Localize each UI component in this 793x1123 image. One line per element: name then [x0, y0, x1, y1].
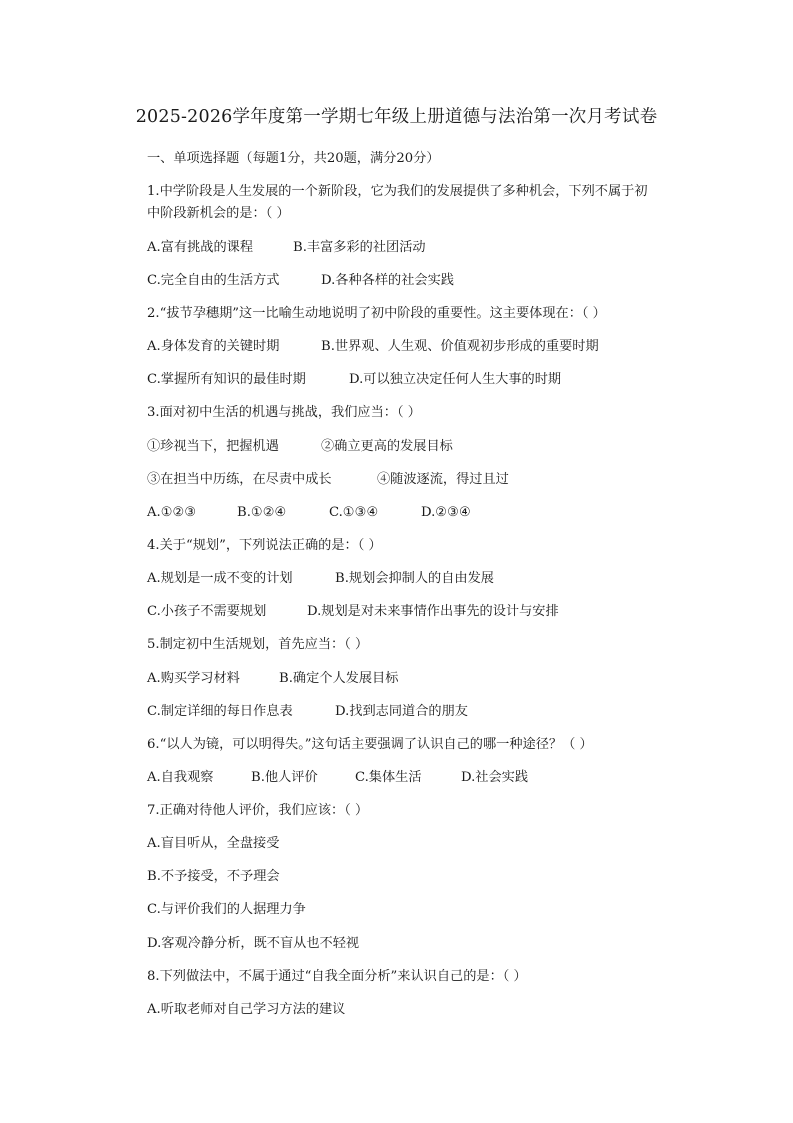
question-1-option-d: D.各种各样的社会实践	[321, 273, 454, 288]
question-5-stem: 5.制定初中生活规划，首先应当：（ ）	[147, 637, 369, 652]
question-2-option-a: A.身体发育的关键时期	[147, 339, 280, 354]
question-5-option-b: B.确定个人发展目标	[279, 671, 399, 686]
question-8-option-a: A.听取老师对自己学习方法的建议	[147, 1002, 346, 1017]
question-3-option-b: B.①②④	[237, 505, 287, 520]
question-4-option-c: C.小孩子不需要规划	[147, 604, 267, 619]
question-3-option-d: D.②③④	[421, 505, 471, 520]
section-heading: 一、单项选择题（每题1分，共20题，满分20分）	[147, 151, 440, 166]
question-7-stem: 7.正确对待他人评价，我们应该：（ ）	[147, 803, 369, 818]
exam-title: 2025-2026学年度第一学期七年级上册道德与法治第一次月考试卷	[135, 107, 658, 127]
question-3-item-3: ③在担当中历练，在尽责中成长	[147, 472, 332, 487]
question-6-stem: 6.“以人为镜，可以明得失。”这句话主要强调了认识自己的哪一种途径？（ ）	[147, 737, 593, 752]
question-7-option-a: A.盲目听从，全盘接受	[147, 836, 280, 851]
question-5-option-a: A.购买学习材料	[147, 671, 240, 686]
question-6-option-d: D.社会实践	[461, 770, 529, 785]
question-4-option-a: A.规划是一成不变的计划	[147, 571, 293, 586]
question-6-option-a: A.自我观察	[147, 770, 214, 785]
question-3-option-c: C.①③④	[329, 505, 379, 520]
question-4-stem: 4.关于“规划”，下列说法正确的是：（ ）	[147, 538, 382, 553]
question-1-option-a: A.富有挑战的课程	[147, 240, 254, 255]
question-4-option-b: B.规划会抑制人的自由发展	[335, 571, 494, 586]
question-2-option-c: C.掌握所有知识的最佳时期	[147, 372, 306, 387]
question-1-stem-cont: 中阶段新机会的是：（ ）	[147, 206, 290, 221]
question-7-option-d: D.客观冷静分析，既不盲从也不轻视	[147, 936, 360, 951]
question-7-option-b: B.不予接受，不予理会	[147, 869, 280, 884]
question-3-item-2: ②确立更高的发展目标	[321, 439, 453, 454]
question-2-option-d: D.可以独立决定任何人生大事的时期	[349, 372, 562, 387]
question-8-stem: 8.下列做法中，不属于通过“自我全面分析”来认识自己的是：（ ）	[147, 969, 527, 984]
question-2-stem: 2.“拔节孕穗期”这一比喻生动地说明了初中阶段的重要性。这主要体现在：（ ）	[147, 306, 606, 321]
question-5-option-d: D.找到志同道合的朋友	[335, 704, 468, 719]
question-1-stem: 1.中学阶段是人生发展的一个新阶段，它为我们的发展提供了多种机会，下列不属于初	[147, 184, 648, 199]
question-1-option-b: B.丰富多彩的社团活动	[293, 240, 426, 255]
question-2-option-b: B.世界观、人生观、价值观初步形成的重要时期	[321, 339, 599, 354]
question-6-option-b: B.他人评价	[251, 770, 318, 785]
question-3-stem: 3.面对初中生活的机遇与挑战，我们应当：（ ）	[147, 405, 421, 420]
question-3-item-4: ④随波逐流，得过且过	[377, 472, 509, 487]
question-7-option-c: C.与评价我们的人据理力争	[147, 902, 306, 917]
question-6-option-c: C.集体生活	[355, 770, 422, 785]
question-3-option-a: A.①②③	[147, 505, 197, 520]
question-4-option-d: D.规划是对未来事情作出事先的设计与安排	[307, 604, 559, 619]
question-3-item-1: ①珍视当下，把握机遇	[147, 439, 279, 454]
question-5-option-c: C.制定详细的每日作息表	[147, 704, 293, 719]
question-1-option-c: C.完全自由的生活方式	[147, 273, 280, 288]
